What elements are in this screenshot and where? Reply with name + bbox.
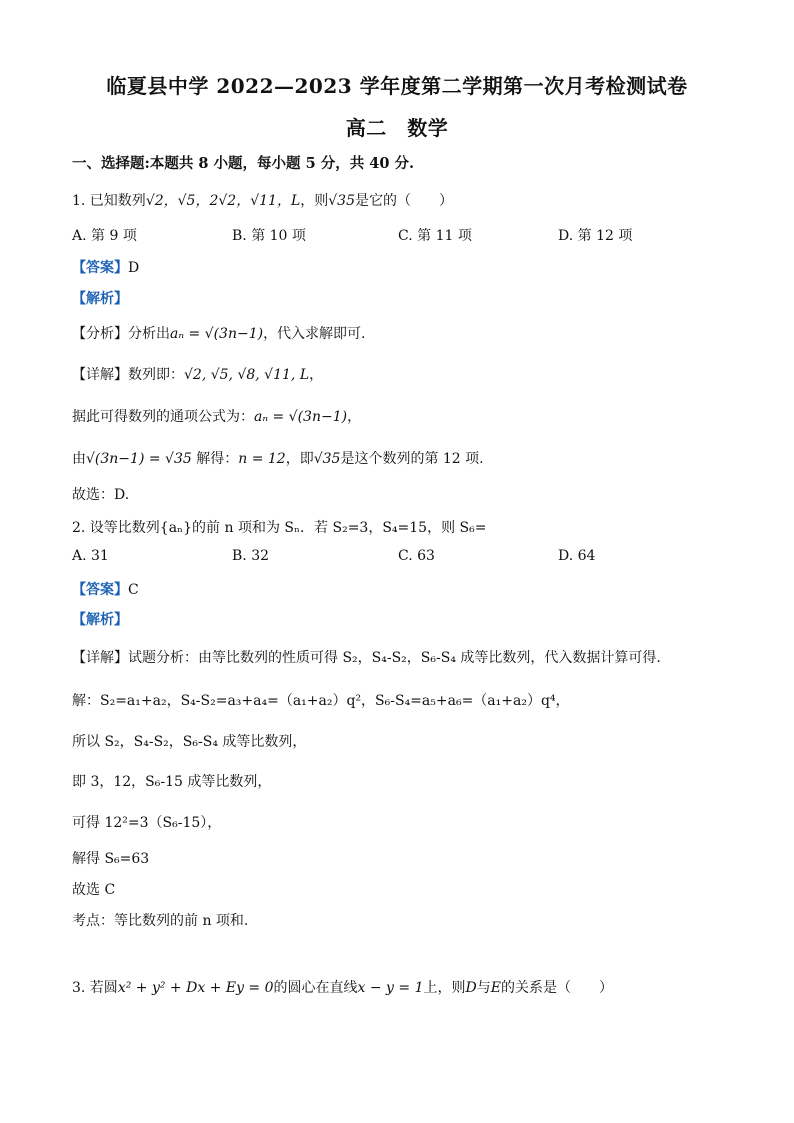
q1-line3	[72, 448, 484, 468]
q2-solution-2: 所以 S₂，S₄-S₂，S₆-S₄ 成等比数列，	[72, 734, 307, 750]
q1-option-c: C. 第 11 项	[398, 228, 472, 244]
q1-option-a: A. 第 9 项	[72, 228, 137, 244]
q1-fenxi-tag: 【分析】	[72, 326, 128, 342]
q1-fenxi-text-a: 分析出	[128, 326, 170, 342]
q3-stem-mid: 的圆心在直线	[273, 980, 358, 996]
q2-answer-tag: 【答案】	[72, 582, 128, 598]
q1-analysis	[72, 288, 128, 308]
q2-solution-5: 解得 S₆=63	[72, 851, 150, 867]
q2-option-c: C. 63	[398, 548, 435, 564]
q3-var-d: D	[465, 980, 477, 996]
q3-line-equation: x − y = 1	[357, 980, 424, 996]
q1-conclusion: 故选：D.	[72, 487, 130, 503]
q1-answer	[72, 257, 139, 277]
q3-stem-mid2: 上，则	[423, 980, 466, 996]
q2-solution-4: 可得 12²=3（S₆-15），	[72, 815, 222, 831]
q1-option-b: B. 第 10 项	[232, 228, 306, 244]
q1-answer-value: D	[128, 260, 140, 276]
q1-stem-mid: ，则	[300, 193, 329, 209]
q2-detail-text: 试题分析：由等比数列的性质可得 S₂，S₄-S₂，S₆-S₄ 成等比数列，代入数据计算可得.	[128, 650, 661, 666]
q2-option-b: B. 32	[232, 548, 270, 564]
q1-answer-tag: 【答案】	[72, 260, 128, 276]
q2-option-d: D. 64	[558, 548, 596, 564]
q3-stem-prefix: 3. 若圆	[72, 980, 118, 996]
q1-line2	[72, 406, 361, 426]
q2-analysis	[72, 609, 128, 629]
q1-line3-eq: √(3n−1) = √35	[86, 451, 192, 467]
q1-stem-target: √35	[328, 193, 355, 209]
q1-line2-formula: aₙ = √(3n−1)	[254, 409, 348, 425]
q3-stem-and: 与	[476, 980, 491, 996]
q1-stem	[72, 190, 453, 210]
q1-stem-terms: √2，√5，2√2，√11，L	[145, 193, 301, 209]
q3-stem	[72, 977, 613, 997]
exam-subtitle: 高二 数学	[345, 116, 449, 140]
q1-detail-tag: 【详解】	[72, 367, 128, 383]
q1-line3-root: √35	[313, 451, 341, 467]
q1-detail-text-b: ，	[309, 367, 324, 383]
q1-analysis-tag: 【解析】	[72, 291, 128, 307]
q2-analysis-tag: 【解析】	[72, 612, 128, 628]
q1-line3-text-c: ，即	[285, 451, 314, 467]
q1-stem-suffix: 是它的（ ）	[355, 193, 453, 209]
q2-solution-6: 故选 C	[72, 882, 116, 898]
q3-stem-suffix: 的关系是（ ）	[500, 980, 613, 996]
q1-detail-text-a: 数列即：	[128, 367, 184, 383]
q2-stem: 2. 设等比数列{aₙ}的前 n 项和为 Sₙ．若 S₂=3，S₄=15，则 S₆=	[72, 520, 487, 536]
q2-detail	[72, 647, 661, 667]
q2-answer	[72, 579, 139, 599]
q1-stem-prefix: 1. 已知数列	[72, 193, 146, 209]
q1-line3-text-a: 由	[72, 451, 86, 467]
section-heading: 一、选择题:本题共 8 小题，每小题 5 分，共 40 分.	[72, 155, 415, 172]
q1-line2-text-b: ，	[347, 409, 362, 425]
q1-detail	[72, 364, 323, 384]
q2-answer-value: C	[128, 582, 139, 598]
q2-detail-tag: 【详解】	[72, 650, 128, 666]
q2-solution-7: 考点：等比数列的前 n 项和.	[72, 913, 249, 929]
q1-line3-text-b: 解得：	[196, 451, 239, 467]
q3-circle-equation: x² + y² + Dx + Ey = 0	[117, 980, 274, 996]
q1-fenxi-formula: aₙ = √(3n−1)	[170, 326, 264, 342]
q1-detail-seq: √2, √5, √8, √11, L	[184, 367, 310, 383]
q3-var-e: E	[490, 980, 501, 996]
q1-fenxi-text-b: ，代入求解即可.	[263, 326, 366, 342]
q1-line2-text-a: 据此可得数列的通项公式为：	[72, 409, 254, 425]
q2-option-a: A. 31	[72, 548, 109, 564]
q1-line3-text-d: 是这个数列的第 12 项.	[340, 451, 484, 467]
q1-fenxi	[72, 323, 366, 343]
q1-option-d: D. 第 12 项	[558, 228, 633, 244]
q1-line3-n: n = 12	[238, 451, 286, 467]
q2-solution-1: 解：S₂=a₁+a₂，S₄-S₂=a₃+a₄=（a₁+a₂）q²，S₆-S₄=a₅+a₆=（a₁+a₂）q⁴，	[72, 693, 570, 709]
q2-solution-3: 即 3，12，S₆-15 成等比数列，	[72, 774, 272, 790]
exam-title: 临夏县中学 2022—2023 学年度第二学期第一次月考检测试卷	[106, 74, 688, 98]
